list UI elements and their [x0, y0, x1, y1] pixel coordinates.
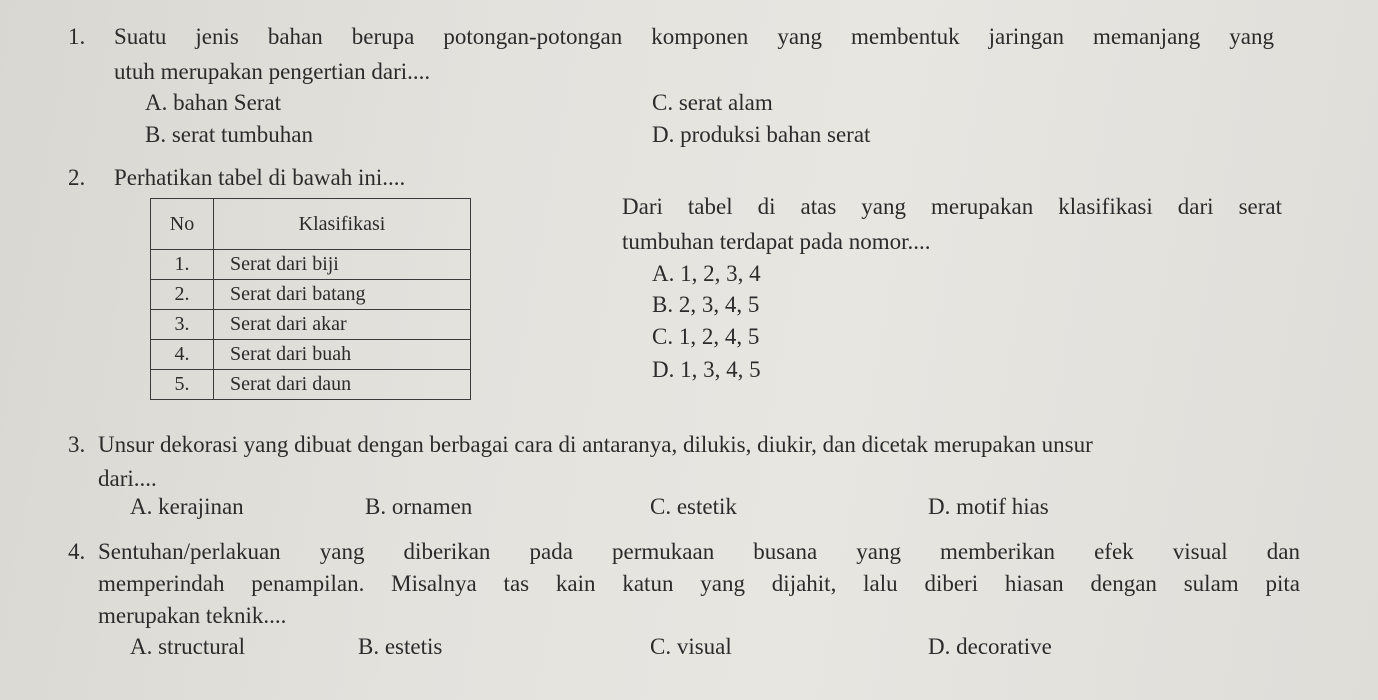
question-4-option-d: D. decorative: [928, 634, 1052, 659]
question-4-number: 4.: [68, 539, 86, 564]
table-header-no: No: [151, 199, 214, 250]
question-1-number: 1.: [68, 24, 86, 49]
question-4-option-b: B. estetis: [358, 634, 443, 659]
table-cell-klasifikasi: Serat dari buah: [214, 340, 471, 370]
question-3-line-1: Unsur dekorasi yang dibuat dengan berbagai cara di antaranya, dilukis, diukir, dan dicetak merupakan unsur: [98, 432, 1093, 457]
table-cell-klasifikasi: Serat dari daun: [214, 370, 471, 400]
table-row: [151, 310, 471, 340]
question-3-line-2: dari....: [98, 466, 157, 491]
question-1-option-d: D. produksi bahan serat: [652, 122, 871, 147]
table-cell-klasifikasi: Serat dari batang: [214, 280, 471, 310]
table-row: [151, 370, 471, 400]
question-2-number: 2.: [68, 165, 86, 190]
question-1-line-2: utuh merupakan pengertian dari....: [114, 59, 431, 84]
question-3-option-c: C. estetik: [650, 494, 737, 519]
question-2-stem: Perhatikan tabel di bawah ini....: [114, 165, 406, 190]
question-4-option-a: A. structural: [130, 634, 245, 659]
question-3-option-d: D. motif hias: [928, 494, 1049, 519]
question-1-line-1: Suatu jenis bahan berupa potongan-potongan komponen yang membentuk jaringan memanjang yang: [114, 24, 1274, 49]
question-2-option-d: D. 1, 3, 4, 5: [652, 357, 761, 382]
question-1-option-b: B. serat tumbuhan: [145, 122, 313, 147]
table-cell-klasifikasi: Serat dari akar: [214, 310, 471, 340]
table-cell-no: 5.: [151, 370, 214, 400]
table-cell-klasifikasi: Serat dari biji: [214, 250, 471, 280]
question-3-number: 3.: [68, 432, 86, 457]
question-3-option-b: B. ornamen: [365, 494, 473, 519]
question-2-option-b: B. 2, 3, 4, 5: [652, 292, 760, 317]
table-row: [151, 340, 471, 370]
question-1-option-c: C. serat alam: [652, 90, 773, 115]
question-1-option-a: A. bahan Serat: [145, 90, 282, 115]
table-cell-no: 3.: [151, 310, 214, 340]
classification-table: [150, 198, 471, 400]
question-2-text-line-1: Dari tabel di atas yang merupakan klasifikasi dari serat: [622, 194, 1282, 219]
table-header-klasifikasi: Klasifikasi: [214, 199, 471, 250]
table-header-row: [151, 199, 471, 250]
table-cell-no: 4.: [151, 340, 214, 370]
question-4-option-c: C. visual: [650, 634, 732, 659]
question-4-line-1: Sentuhan/perlakuan yang diberikan pada permukaan busana yang memberikan efek visual dan: [98, 539, 1300, 564]
question-2-text-line-2: tumbuhan terdapat pada nomor....: [622, 229, 931, 254]
question-4-line-2: memperindah penampilan. Misalnya tas kain katun yang dijahit, lalu diberi hiasan dengan sulam pita: [98, 571, 1300, 596]
question-2-option-a: A. 1, 2, 3, 4: [652, 261, 761, 286]
table-row: [151, 250, 471, 280]
question-2-option-c: C. 1, 2, 4, 5: [652, 324, 760, 349]
question-4-line-3: merupakan teknik....: [98, 603, 287, 628]
table-cell-no: 1.: [151, 250, 214, 280]
table-row: [151, 280, 471, 310]
question-3-option-a: A. kerajinan: [130, 494, 244, 519]
table-cell-no: 2.: [151, 280, 214, 310]
